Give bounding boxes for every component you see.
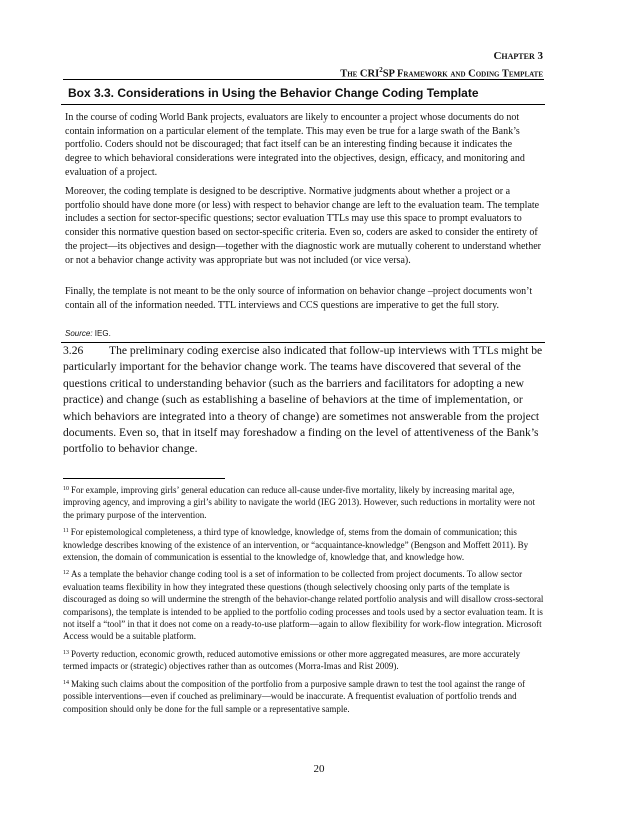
box-paragraph: In the course of coding World Bank projects, evaluators are likely to encounter a project whose documents do not contain information on a particular element of the template. This may even be true for a large swath of the Bank’s portfolio. Coders should not be discouraged; that fact itself can be an interesting finding because it indicates the degree to which behavioral considerations were integrated into the objectives, design, efficacy, and monitoring and evaluation of a project. <box>65 112 525 178</box>
footnote <box>63 678 547 715</box>
running-title <box>340 66 543 80</box>
footnote <box>63 526 547 563</box>
footnote-text: For epistemological completeness, a third type of knowledge, knowledge of, stems from the domain of communication; this knowledge describes knowing of the existence of an intervention, or “acquaintance-knowledge” (Bengson and Moffett 2011). By extension, the domain of communication is essential to the knowledge of, knowledge that, and knowledge how. <box>63 527 529 563</box>
footnote-text: Poverty reduction, economic growth, reduced automotive emissions or other more aggregated measures, are more accurately termed impacts or (strategic) objectives rather than as outcomes (Morra-Imas and Rist 2009). <box>63 648 521 672</box>
footnote-rule <box>63 478 225 479</box>
box-paragraph: Moreover, the coding template is designed to be descriptive. Normative judgments about whether a project or a portfolio should have done more (or less) with respect to behavior change are left to the evaluation team. The template includes a section for sector-specific questions; sector evaluation TTLs may use this space to prompt evaluators to consider this normative question based on sector-specific criteria. Even so, coders are asked to consider the entirety of the project—its objectives and design—together with the diagnostic work are mutually coherent to understand whether or not a behavior change activity was appropriate but was not included (or vice versa). <box>65 186 541 266</box>
footnote-number: 10 <box>63 486 69 492</box>
page-number: 20 <box>313 763 325 775</box>
footnote <box>63 648 547 673</box>
box-title: Box 3.3. Considerations in Using the Behavior Change Coding Template <box>68 86 479 100</box>
footnotes <box>63 484 547 720</box>
source-label: Source: <box>65 329 93 338</box>
footnote-number: 12 <box>63 570 69 577</box>
footnote <box>63 484 547 521</box>
header-rule <box>63 79 544 80</box>
chapter-header: Chapter 3 <box>493 50 543 62</box>
footnote <box>63 568 547 642</box>
running-title-post: SP Framework and Coding Template <box>382 68 543 80</box>
main-paragraph <box>63 343 547 458</box>
box-panel <box>61 104 545 343</box>
footnote-number: 11 <box>63 528 69 535</box>
box-source <box>61 327 545 341</box>
box-paragraph: Finally, the template is not meant to be the only source of information on behavior change –project documents won’t contain all of the information needed. TTL interviews and CCS questions are imperative to get the full story. <box>65 286 533 311</box>
running-title-superscript: 2 <box>379 66 383 74</box>
footnote-number: 13 <box>63 649 69 656</box>
footnote-text: For example, improving girls’ general education can reduce all-cause under-five mortality, likely by increasing marital age, improving agency, and improving a girl’s ability to navigate the world (IEG 2013). However, such reductions in mortality were not the primary purpose of the intervention. <box>63 485 535 520</box>
footnote-number: 14 <box>63 679 69 686</box>
source-value: IEG. <box>92 329 111 338</box>
paragraph-text: The preliminary coding exercise also indicated that follow-up interviews with TTLs might be particularly important for the behavior change work. The teams have discovered that several of the questions critical to understanding behavior (such as the barriers and facilitators for adopting a new practice) and change (such as establishing a baseline of behaviors at the time of implementation, or which behaviors are integrated into a theory of change) are sometimes not answerable from the project documents. Even so, that in itself may foreshadow a finding on the level of attentiveness of the Bank’s portfolio to behavior change. <box>63 344 543 456</box>
paragraph-number: 3.26 <box>63 344 84 357</box>
running-title-pre: The CRI <box>340 68 380 80</box>
footnote-text: As a template the behavior change coding tool is a set of information to be collected from project documents. To allow sector evaluation teams flexibility in how they integrated these questions (though selectively choosing only parts of the template is discouraged as doing so will undermine the strength of the behavior-change related portfolio analysis and will disallow cross-sectoral comparisons), the template is intended to be applied to the portfolio coding processes and tools used by a sector evaluation team. It is not itself a “tool” in that it does not come on a ready-to-use platform—again to allow flexibility for work-flow integration. Microsoft Access would be a suitable platform. <box>63 569 544 642</box>
footnote-text: Making such claims about the composition of the portfolio from a purposive sample drawn to test the tool against the range of possible interventions—even if couched as preliminary—would be inaccurate. A frequentist evaluation of portfolio trends and composition should only be done for the full sample or a representative sample. <box>63 678 526 714</box>
